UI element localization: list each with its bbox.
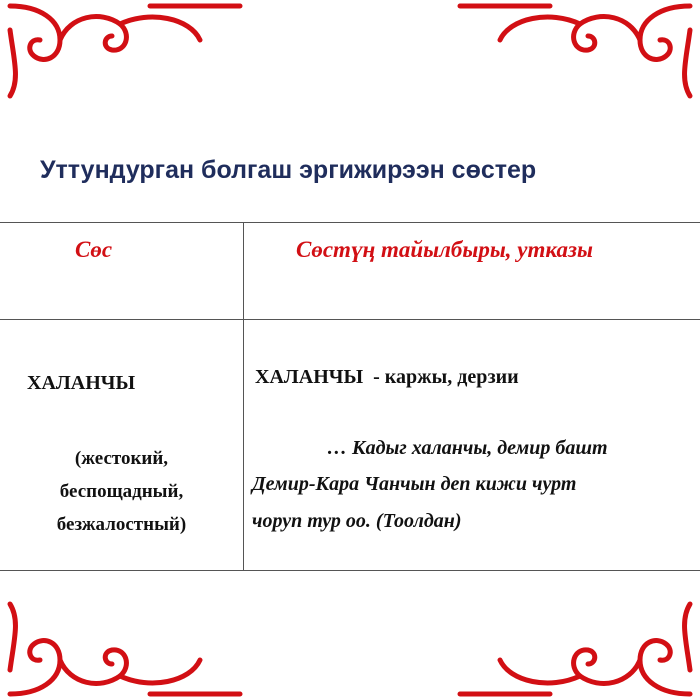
corner-ornament-bottom-left	[0, 600, 250, 700]
translation-line: (жестокий,	[74, 448, 169, 469]
table-border-top	[0, 222, 700, 223]
table-border-header	[0, 319, 700, 320]
table-border-bottom	[0, 570, 700, 571]
corner-ornament-top-right	[450, 0, 700, 100]
corner-ornament-bottom-right	[450, 600, 700, 700]
example-line: чоруп тур оо. (Тоолдан)	[252, 510, 462, 532]
column-header-meaning: Сөстүң тайылбыры, утказы	[296, 237, 593, 262]
example-line: … Кадыг халанчы, демир башт	[327, 437, 608, 459]
definition-line	[255, 366, 519, 389]
definition-term: ХАЛАНЧЫ	[255, 366, 364, 388]
page-title: Уттундурган болгаш эргижирээн сөстер	[40, 156, 537, 184]
translation-line: безжалостный)	[56, 514, 187, 535]
vocabulary-word: ХАЛАНЧЫ	[27, 372, 136, 394]
corner-ornament-top-left	[0, 0, 250, 100]
table-column-divider	[243, 222, 244, 570]
example-line: Демир-Кара Чанчын деп кижи чурт	[252, 473, 577, 495]
definition-meaning: - каржы, дерзии	[373, 366, 519, 388]
russian-translation	[0, 442, 243, 541]
column-header-word: Сөс	[75, 237, 113, 262]
translation-line: беспощадный,	[59, 481, 184, 502]
